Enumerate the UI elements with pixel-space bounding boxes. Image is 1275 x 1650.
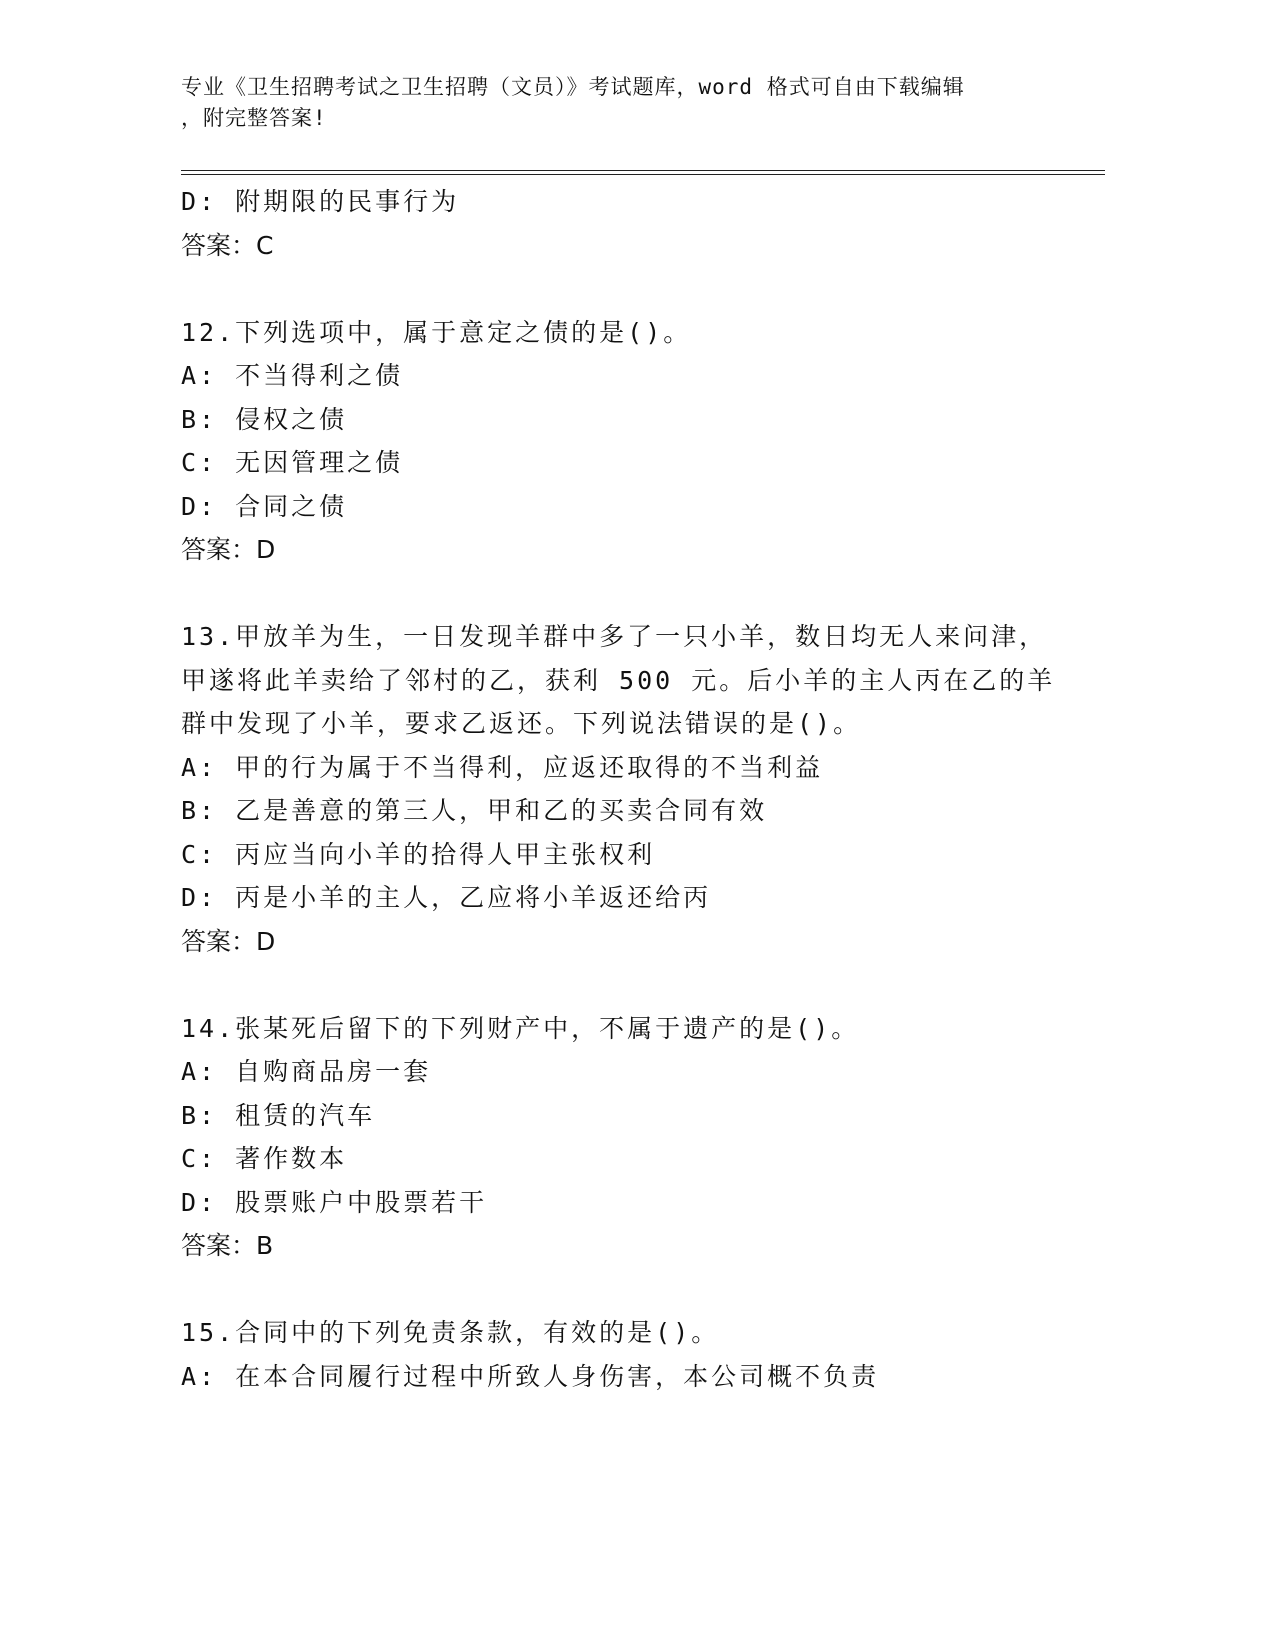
option-line: A: 不当得利之债 xyxy=(181,361,404,390)
header-line-1: 专业《卫生招聘考试之卫生招聘（文员）》考试题库，word 格式可自由下载编辑 xyxy=(181,75,965,99)
option-line: A: 甲的行为属于不当得利，应返还取得的不当利益 xyxy=(181,752,824,782)
question-list xyxy=(181,180,1105,1398)
header-divider-top xyxy=(181,170,1105,171)
option-line: B: 侵权之债 xyxy=(181,404,348,434)
spacer xyxy=(181,572,1105,616)
question-text: 甲遂将此羊卖给了邻村的乙，获利 500 元。后小羊的主人丙在乙的羊 xyxy=(181,665,1056,695)
spacer xyxy=(181,1268,1105,1312)
question-text: 15.合同中的下列免责条款，有效的是()。 xyxy=(181,1318,720,1347)
option-line: D: 丙是小羊的主人，乙应将小羊返还给丙 xyxy=(181,883,712,912)
option-line: C: 著作数本 xyxy=(181,1144,348,1173)
question-text: 14.张某死后留下的下列财产中，不属于遗产的是()。 xyxy=(181,1013,860,1043)
option-line: D: 股票账户中股票若干 xyxy=(181,1187,488,1217)
option-line: A: 自购商品房一套 xyxy=(181,1057,432,1086)
document-header xyxy=(181,72,1061,134)
answer-line: 答案：D xyxy=(181,926,276,956)
header-line-2: ，附完整答案! xyxy=(181,106,327,130)
option-line: C: 无因管理之债 xyxy=(181,448,404,477)
option-line: D: 合同之债 xyxy=(181,491,348,521)
question-text: 13.甲放羊为生，一日发现羊群中多了一只小羊，数日均无人来问津， xyxy=(181,622,1048,651)
option-line: A: 在本合同履行过程中所致人身伤害，本公司概不负责 xyxy=(181,1361,880,1391)
option-line: D: 附期限的民事行为 xyxy=(181,187,460,216)
question-text: 群中发现了小羊，要求乙返还。下列说法错误的是()。 xyxy=(181,709,862,738)
spacer xyxy=(181,963,1105,1007)
answer-line: 答案：B xyxy=(181,1231,274,1260)
option-line: B: 乙是善意的第三人，甲和乙的买卖合同有效 xyxy=(181,796,768,825)
answer-line: 答案：D xyxy=(181,535,276,564)
spacer xyxy=(181,267,1105,311)
answer-line: 答案：C xyxy=(181,230,274,260)
option-line: B: 租赁的汽车 xyxy=(181,1100,376,1130)
header-divider-bottom xyxy=(181,174,1105,175)
question-text: 12.下列选项中，属于意定之债的是()。 xyxy=(181,317,692,347)
option-line: C: 丙应当向小羊的拾得人甲主张权利 xyxy=(181,839,656,869)
